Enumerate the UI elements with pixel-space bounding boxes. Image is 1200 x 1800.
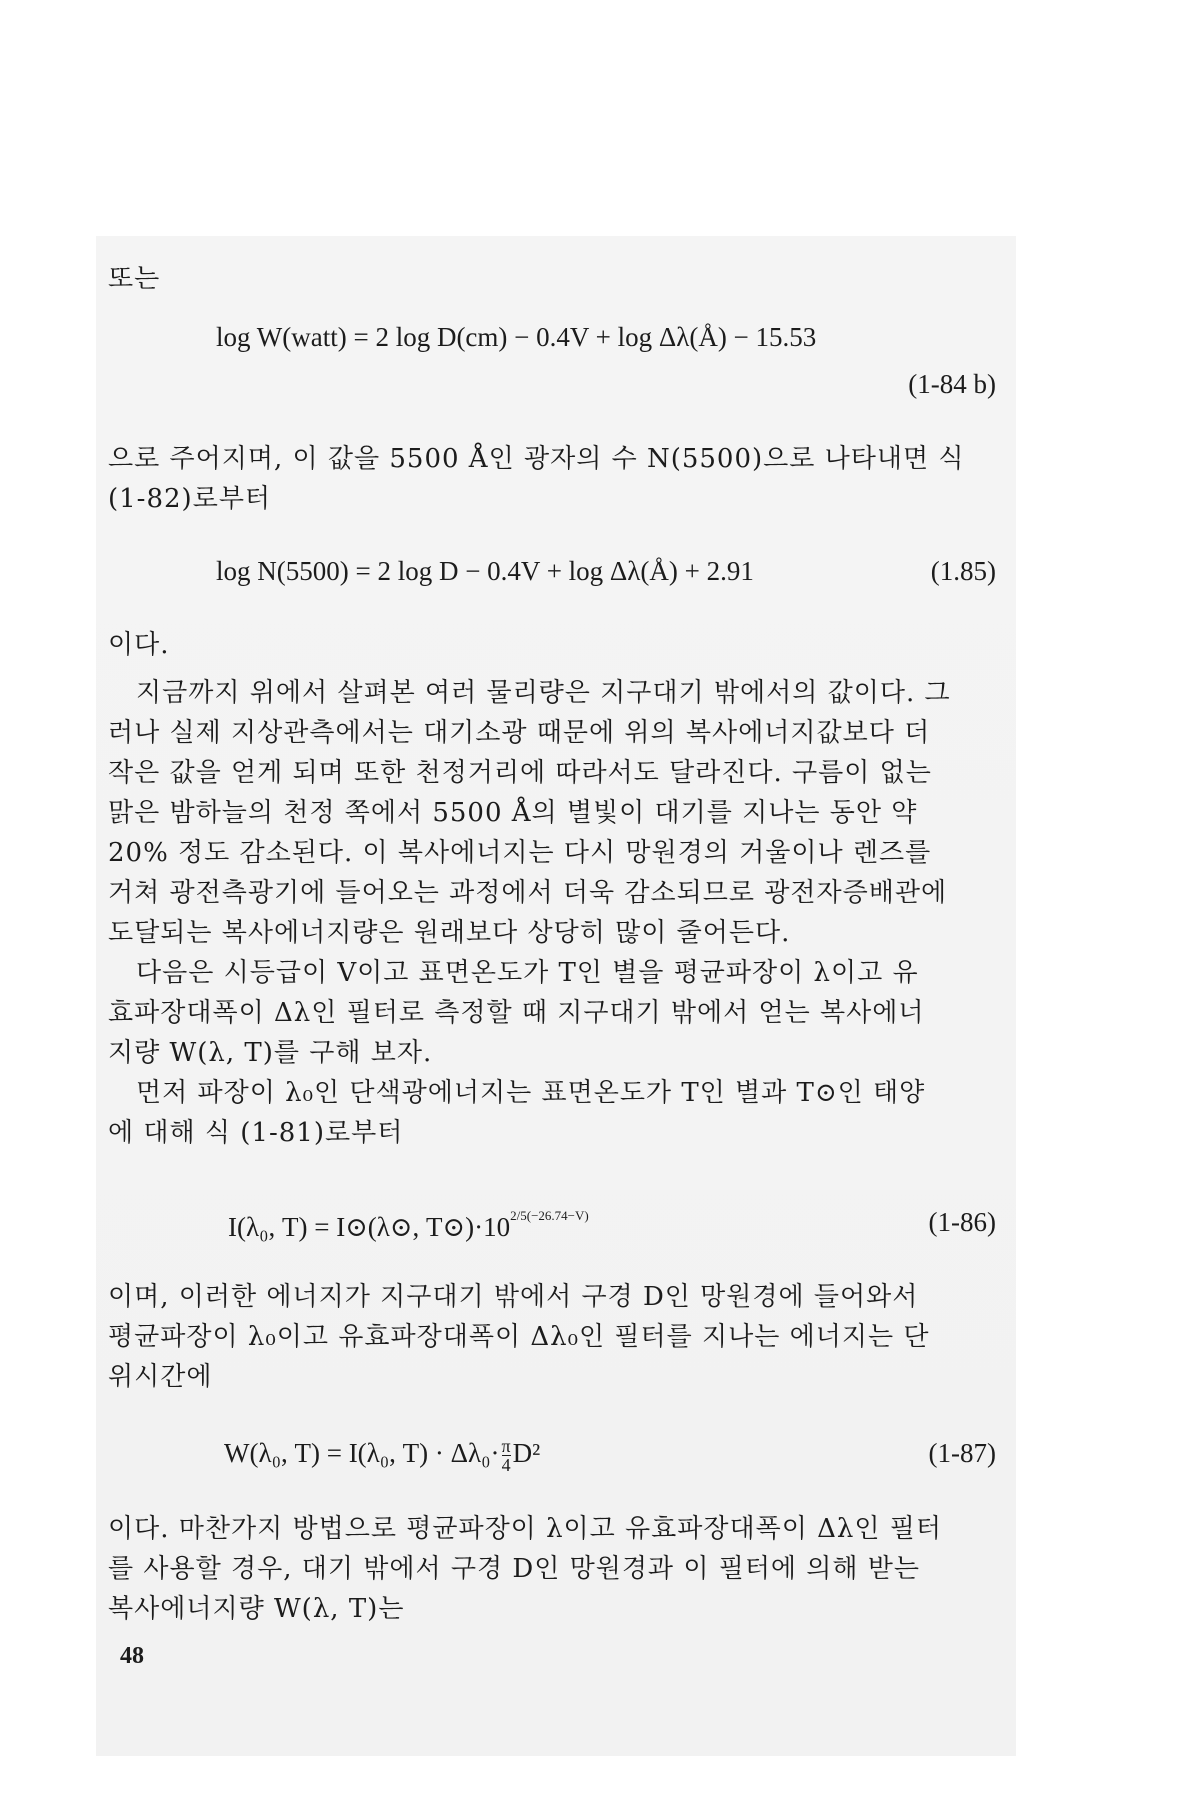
text-line: 에 대해 식 (1-81)로부터: [108, 1118, 404, 1148]
equation-fraction: [502, 1437, 511, 1474]
text-line: 복사에너지량 W(λ, T)는: [108, 1594, 405, 1624]
equation-1-84b: log W(watt) = 2 log D(cm) − 0.4V + log Δλ(Å) − 15.53: [216, 322, 817, 352]
equation-1-86: [228, 1205, 589, 1244]
text-line: 도달되는 복사에너지량은 원래보다 상당히 많이 줄어든다.: [108, 918, 791, 948]
text-line: 작은 값을 얻게 되며 또한 천정거리에 따라서도 달라진다. 구름이 없는: [108, 758, 932, 788]
text-line: 20% 정도 감소된다. 이 복사에너지는 다시 망원경의 거울이나 렌즈를: [108, 838, 932, 868]
text-line: 효파장대폭이 Δλ인 필터로 측정할 때 지구대기 밖에서 얻는 복사에너: [108, 998, 925, 1028]
text-line: 맑은 밤하늘의 천정 쪽에서 5500 Å의 별빛이 대기를 지나는 동안 약: [108, 798, 918, 828]
equation-1-85: log N(5500) = 2 log D − 0.4V + log Δλ(Å) + 2.91: [216, 556, 754, 586]
text-line: 으로 주어지며, 이 값을 5500 Å인 광자의 수 N(5500)으로 나타내면 식: [108, 444, 965, 474]
equation-exponent: 2/5(−26.74−V): [510, 1208, 589, 1223]
equation-number: (1-87): [928, 1438, 996, 1468]
text-line: 또는: [108, 264, 161, 294]
text-line: 러나 실제 지상관측에서는 대기소광 때문에 위의 복사에너지값보다 더: [108, 718, 931, 748]
equation-body: I(λ₀, T) = I⊙(λ⊙, T⊙)·10: [228, 1212, 511, 1242]
text-line: 위시간에: [108, 1362, 213, 1392]
page-number: 48: [120, 1643, 144, 1669]
equation-number: (1.85): [930, 556, 996, 586]
text-line: 다음은 시등급이 V이고 표면온도가 T인 별을 평균파장이 λ이고 유: [136, 958, 919, 988]
text-line: 이다. 마찬가지 방법으로 평균파장이 λ이고 유효파장대폭이 Δλ인 필터: [108, 1514, 942, 1544]
text-line: 지량 W(λ, T)를 구해 보자.: [108, 1038, 433, 1068]
text-line: 지금까지 위에서 살펴본 여러 물리량은 지구대기 밖에서의 값이다. 그: [136, 678, 951, 708]
text-line: 이며, 이러한 에너지가 지구대기 밖에서 구경 D인 망원경에 들어와서: [108, 1282, 919, 1312]
fraction-denominator: 4: [501, 1455, 511, 1476]
text-line: (1-82)로부터: [108, 484, 272, 514]
text-line: 이다.: [108, 630, 170, 660]
fraction-numerator: π: [501, 1436, 511, 1457]
equation-1-87: [224, 1436, 540, 1474]
equation-number: (1-86): [928, 1207, 996, 1237]
text-line: 평균파장이 λ₀이고 유효파장대폭이 Δλ₀인 필터를 지나는 에너지는 단: [108, 1322, 930, 1352]
text-line: 먼저 파장이 λ₀인 단색광에너지는 표면온도가 T인 별과 T⊙인 태양: [136, 1078, 926, 1108]
equation-tail: D²: [512, 1438, 541, 1468]
text-line: 를 사용할 경우, 대기 밖에서 구경 D인 망원경과 이 필터에 의해 받는: [108, 1554, 921, 1584]
text-line: 거쳐 광전측광기에 들어오는 과정에서 더욱 감소되므로 광전자증배관에: [108, 878, 948, 908]
equation-body: W(λ₀, T) = I(λ₀, T) · Δλ₀·: [224, 1438, 500, 1468]
equation-number: (1-84 b): [908, 369, 996, 399]
